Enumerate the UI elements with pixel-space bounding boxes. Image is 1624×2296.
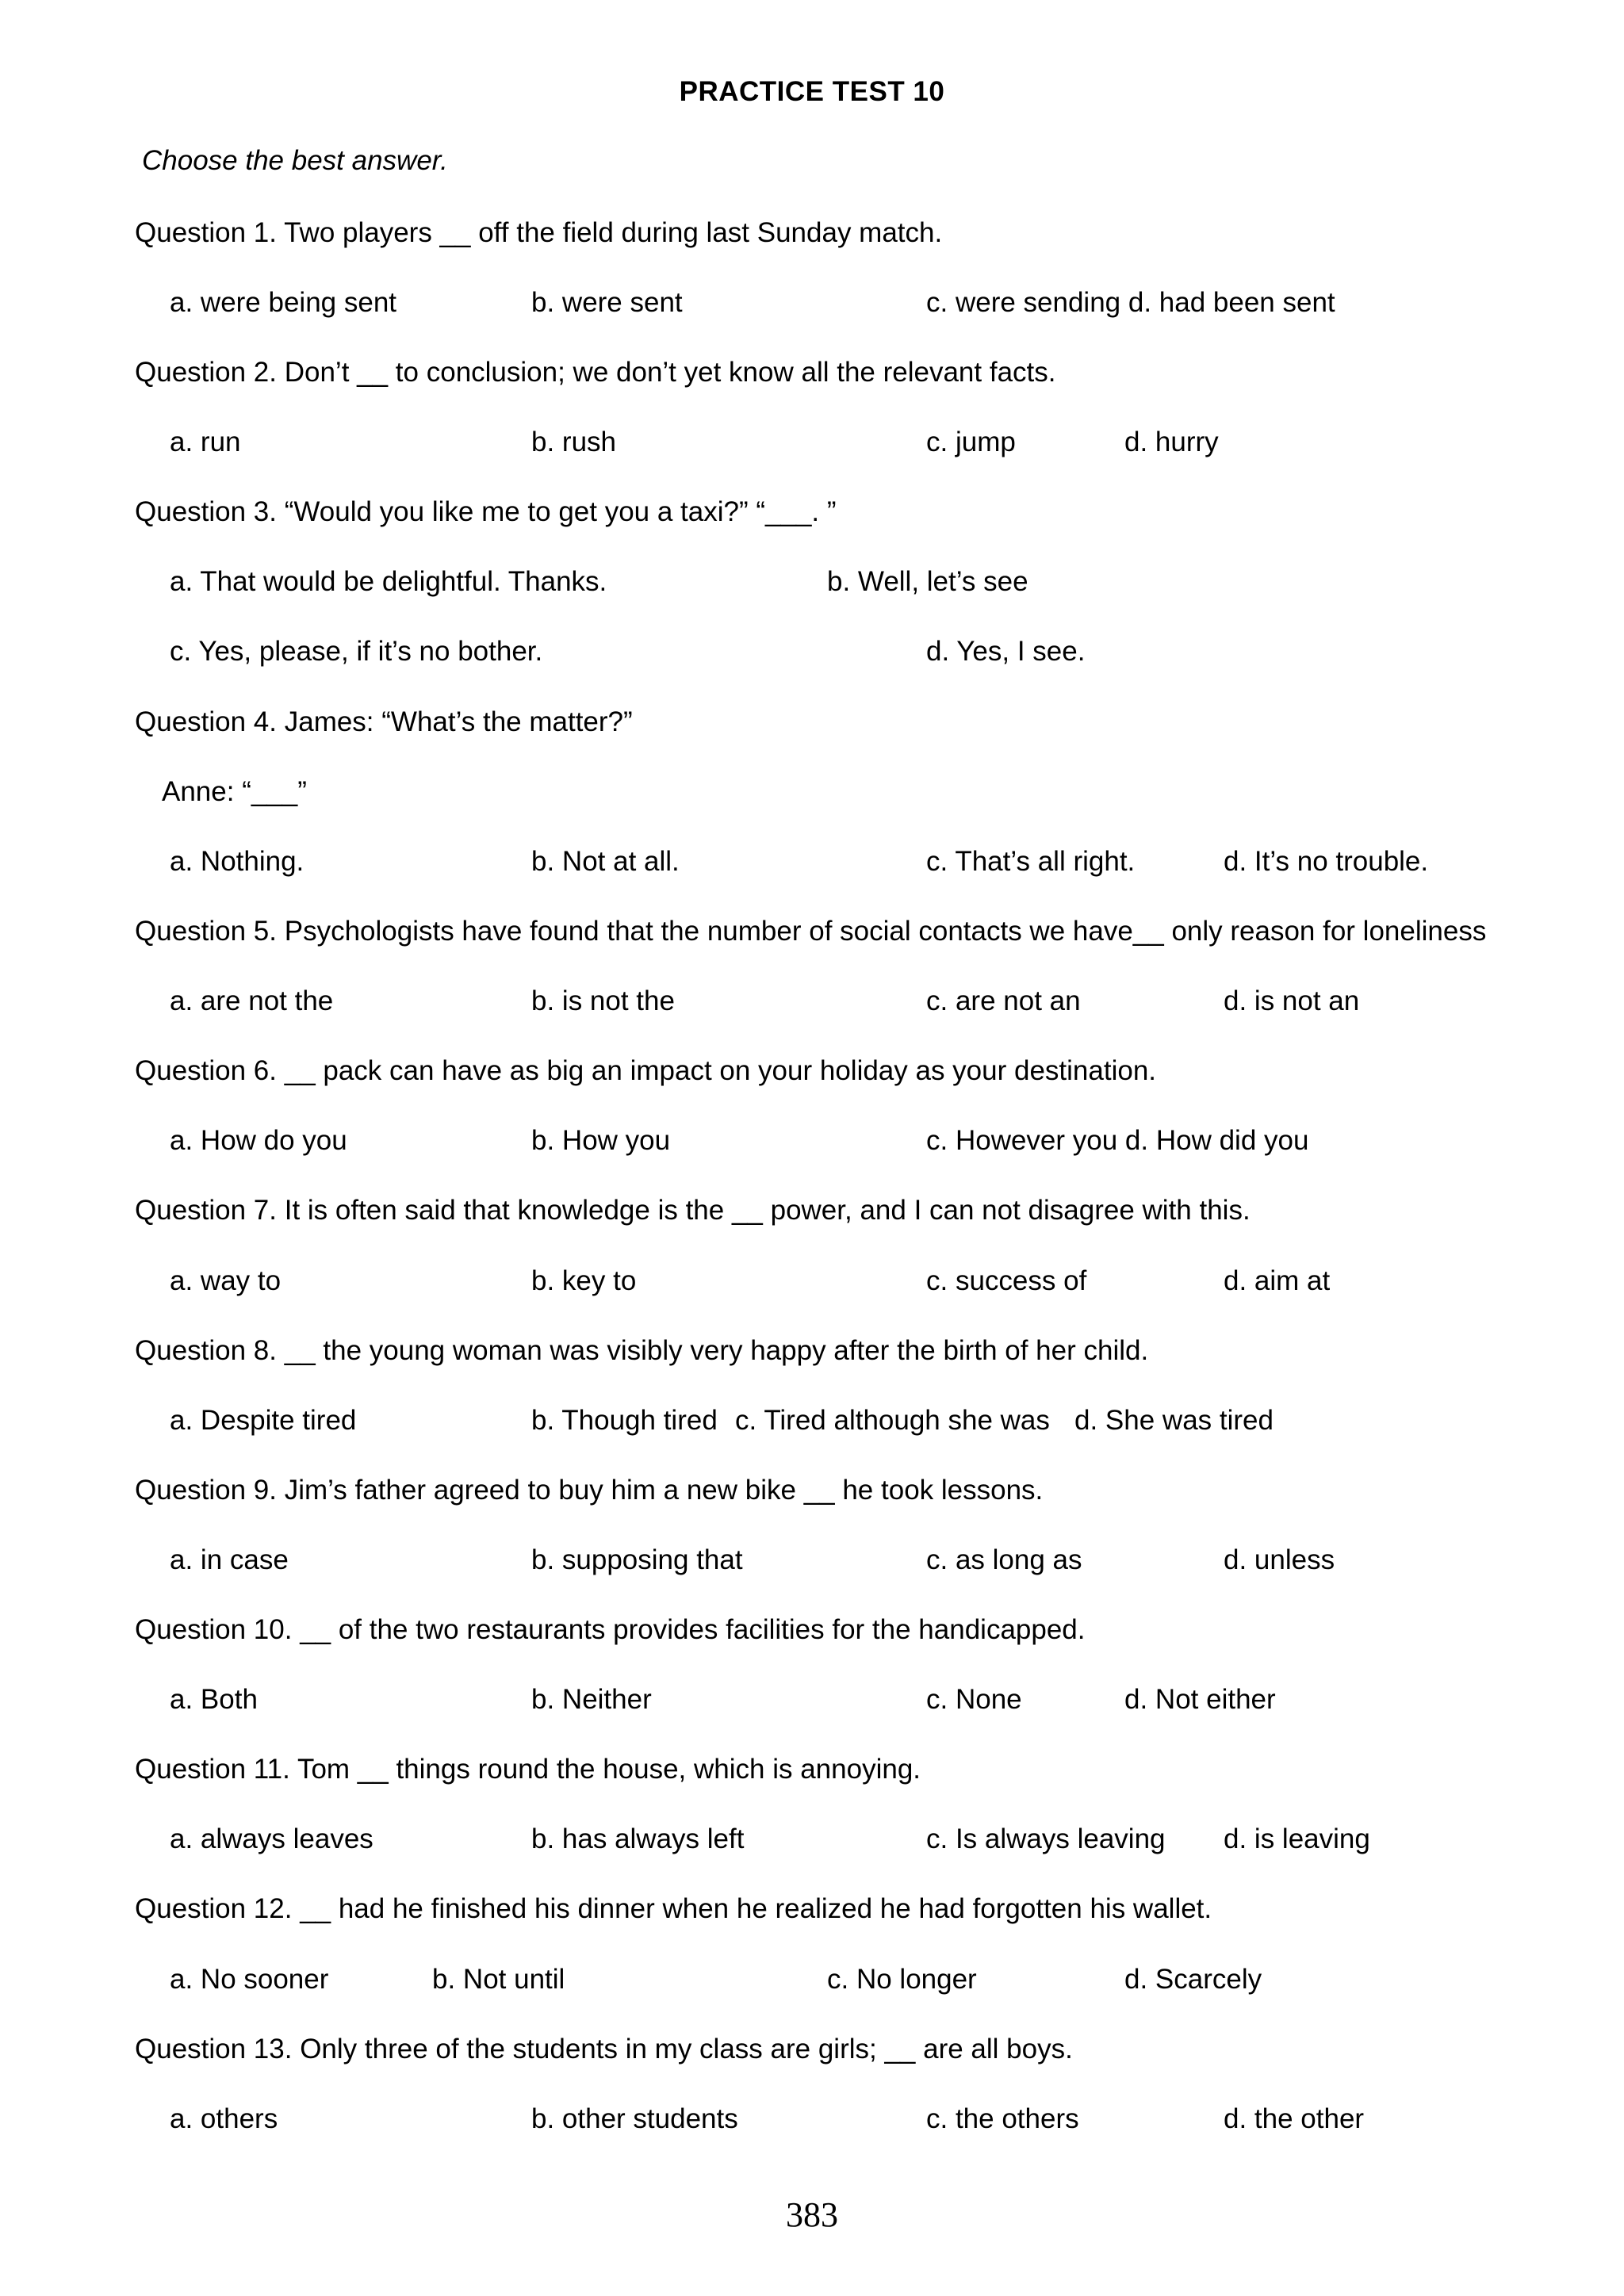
question-2-option-b: b. rush: [531, 427, 616, 457]
question-9-option-b: b. supposing that: [531, 1544, 743, 1575]
question-3-option-a: a. That would be delightful. Thanks.: [170, 566, 607, 597]
question-4-text: Question 4. James: “What’s the matter?”: [135, 706, 633, 737]
question-11-option-b: b. has always left: [531, 1823, 745, 1854]
question-3-option-b: b. Well, let’s see: [827, 566, 1028, 597]
question-13-text: Question 13. Only three of the students in my class are girls; __ are all boys.: [135, 2034, 1073, 2064]
question-2-option-c: c. jump: [926, 427, 1016, 457]
question-1-option-b: b. were sent: [531, 287, 683, 318]
question-1-text: Question 1. Two players __ off the field during last Sunday match.: [135, 217, 943, 248]
question-5-option-c: c. are not an: [926, 985, 1081, 1016]
question-6-option-a: a. How do you: [170, 1125, 347, 1156]
question-7-option-b: b. key to: [531, 1265, 637, 1296]
question-10-option-b: b. Neither: [531, 1684, 652, 1715]
question-2-option-a: a. run: [170, 427, 241, 457]
question-2-text: Question 2. Don’t __ to conclusion; we don’t yet know all the relevant facts.: [135, 357, 1056, 388]
question-6-option-b: b. How you: [531, 1125, 671, 1156]
question-5-text: Question 5. Psychologists have found that the number of social contacts we have__ only reason for loneliness: [135, 916, 1487, 947]
question-9-option-d: d. unless: [1224, 1544, 1335, 1575]
question-8-option-c: c. Tired although she was: [735, 1405, 1050, 1436]
question-4-option-a: a. Nothing.: [170, 846, 304, 877]
question-8-option-d: d. She was tired: [1074, 1405, 1274, 1436]
question-9-text: Question 9. Jim’s father agreed to buy him a new bike __ he took lessons.: [135, 1475, 1044, 1506]
question-3-option-c: c. Yes, please, if it’s no bother.: [170, 636, 543, 667]
question-1-option-a: a. were being sent: [170, 287, 397, 318]
question-13-option-a: a. others: [170, 2103, 278, 2134]
question-3-text: Question 3. “Would you like me to get you a taxi?” “___. ”: [135, 496, 837, 527]
instruction-text: Choose the best answer.: [142, 145, 448, 176]
question-2-option-d: d. hurry: [1124, 427, 1219, 457]
question-11-text: Question 11. Tom __ things round the house, which is annoying.: [135, 1754, 921, 1785]
question-12-text: Question 12. __ had he finished his dinner when he realized he had forgotten his wallet.: [135, 1893, 1212, 1924]
question-11-option-a: a. always leaves: [170, 1823, 373, 1854]
question-10-option-c: c. None: [926, 1684, 1022, 1715]
question-4-sub-line: Anne: “___”: [162, 776, 307, 807]
question-11-option-c: c. Is always leaving: [926, 1823, 1166, 1854]
question-12-option-a: a. No sooner: [170, 1964, 329, 1995]
question-5-option-b: b. is not the: [531, 985, 675, 1016]
question-13-option-c: c. the others: [926, 2103, 1079, 2134]
question-5-option-d: d. is not an: [1224, 985, 1360, 1016]
question-3-option-d: d. Yes, I see.: [926, 636, 1086, 667]
question-10-text: Question 10. __ of the two restaurants provides facilities for the handicapped.: [135, 1614, 1086, 1645]
question-11-option-d: d. is leaving: [1224, 1823, 1370, 1854]
question-7-option-a: a. way to: [170, 1265, 282, 1296]
question-13-option-b: b. other students: [531, 2103, 738, 2134]
question-9-option-c: c. as long as: [926, 1544, 1082, 1575]
question-7-text: Question 7. It is often said that knowledge is the __ power, and I can not disagree with this.: [135, 1195, 1251, 1226]
question-10-option-a: a. Both: [170, 1684, 258, 1715]
question-6-text: Question 6. __ pack can have as big an impact on your holiday as your destination.: [135, 1055, 1157, 1086]
question-1-option-cd: c. were sending d. had been sent: [926, 287, 1335, 318]
question-9-option-a: a. in case: [170, 1544, 289, 1575]
question-5-option-a: a. are not the: [170, 985, 334, 1016]
question-8-option-a: a. Despite tired: [170, 1405, 357, 1436]
question-13-option-d: d. the other: [1224, 2103, 1365, 2134]
question-4-option-c: c. That’s all right.: [926, 846, 1136, 877]
question-7-option-c: c. success of: [926, 1265, 1087, 1296]
question-4-option-d: d. It’s no trouble.: [1224, 846, 1429, 877]
page-title: PRACTICE TEST 10: [679, 76, 945, 107]
question-4-option-b: b. Not at all.: [531, 846, 680, 877]
question-12-option-c: c. No longer: [827, 1964, 977, 1995]
question-10-option-d: d. Not either: [1124, 1684, 1276, 1715]
question-7-option-d: d. aim at: [1224, 1265, 1331, 1296]
question-8-option-b: b. Though tired: [531, 1405, 718, 1436]
question-8-text: Question 8. __ the young woman was visibly very happy after the birth of her child.: [135, 1335, 1149, 1366]
question-12-option-b: b. Not until: [432, 1964, 565, 1995]
question-6-option-cd: c. However you d. How did you: [926, 1125, 1309, 1156]
page-number: 383: [786, 2195, 838, 2234]
question-12-option-d: d. Scarcely: [1124, 1964, 1262, 1995]
